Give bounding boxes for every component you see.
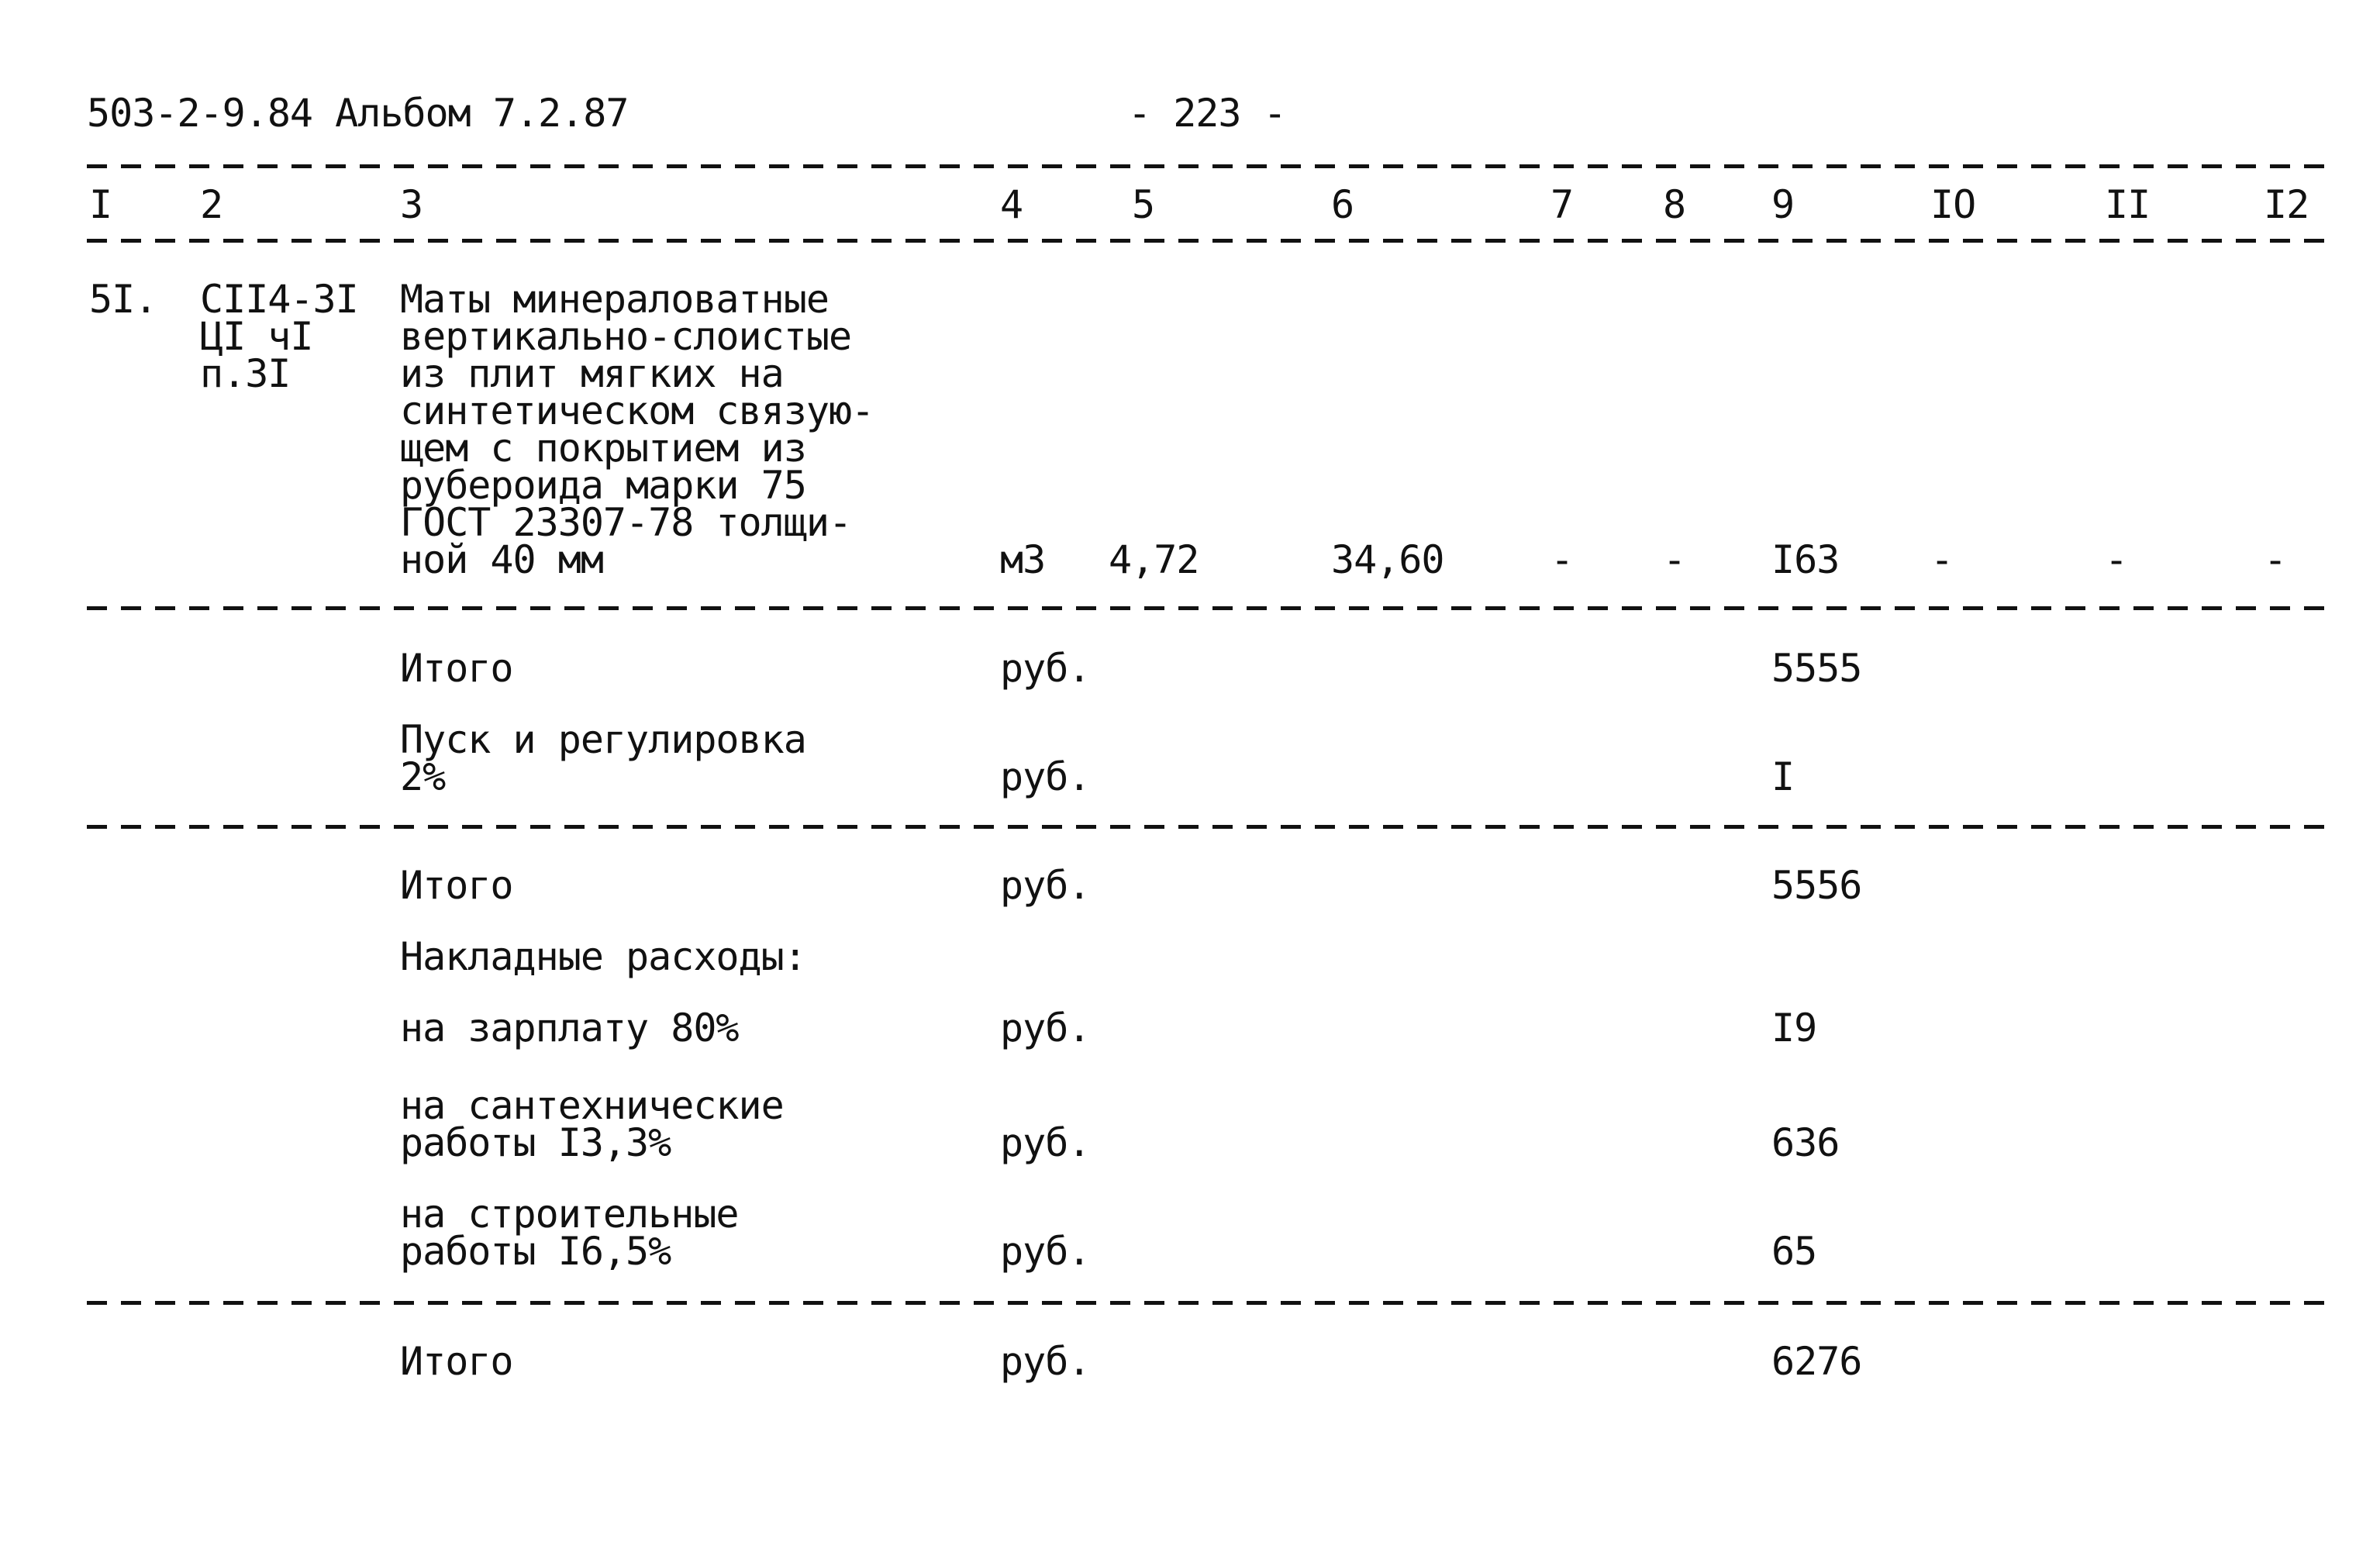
item-col7: -: [1550, 537, 1574, 582]
construction-value: 65: [1771, 1229, 1817, 1274]
overhead-title: Накладные расходы:: [400, 934, 806, 979]
description-line: Маты минераловатные: [400, 277, 829, 322]
plumbing-value: 636: [1771, 1120, 1840, 1165]
plumbing-label: [400, 1083, 784, 1165]
item-description: [400, 277, 874, 582]
description-line: ной 40 мм: [400, 537, 603, 582]
itogo-unit: руб.: [1000, 646, 1091, 691]
construction-label: [400, 1192, 739, 1274]
itogo-label: Итого: [400, 863, 513, 908]
itogo-label: Итого: [400, 646, 513, 691]
salary-value: I9: [1771, 1006, 1817, 1051]
column-header-8: 8: [1663, 182, 1686, 227]
item-col6: 34,60: [1331, 537, 1444, 582]
itogo-value: 5555: [1771, 646, 1862, 691]
pusk-rule: [87, 825, 2335, 829]
plumbing-unit: руб.: [1000, 1120, 1091, 1165]
description-line: вертикально-слоистые: [400, 314, 852, 359]
column-header-1: I: [89, 182, 112, 227]
header-bottom-rule: [87, 239, 2335, 243]
itogo-unit: руб.: [1000, 863, 1091, 908]
header-top-rule: [87, 164, 2335, 168]
item-code: [200, 277, 358, 396]
pusk-label-line: Пуск и регулировка: [400, 717, 806, 762]
plumbing-label-line: работы I3,3%: [400, 1120, 671, 1165]
column-header-7: 7: [1550, 182, 1574, 227]
itogo-value: 6276: [1771, 1339, 1862, 1384]
pusk-unit: руб.: [1000, 754, 1091, 799]
page-number: - 223 -: [1128, 91, 1286, 136]
salary-label: на зарплату 80%: [400, 1006, 739, 1051]
column-header-3: 3: [400, 182, 423, 227]
column-header-11: II: [2105, 182, 2151, 227]
description-line: синтетическом связую-: [400, 388, 874, 433]
item-code-line: CII4-3I: [200, 277, 358, 322]
document-code: 503-2-9.84 Альбом 7.2.87: [87, 91, 629, 136]
item-code-line: ЦI чI: [200, 314, 313, 359]
pusk-label: [400, 717, 806, 799]
column-header-4: 4: [1000, 182, 1023, 227]
pusk-label-line: 2%: [400, 754, 446, 799]
item-rule: [87, 606, 2335, 610]
column-header-5: 5: [1132, 182, 1155, 227]
item-col5: 4,72: [1109, 537, 1199, 582]
column-header-2: 2: [200, 182, 223, 227]
item-col10: -: [1930, 537, 1954, 582]
salary-unit: руб.: [1000, 1006, 1091, 1051]
description-line: рубероида марки 75: [400, 463, 806, 508]
itogo-value: 5556: [1771, 863, 1862, 908]
overhead-rule: [87, 1301, 2335, 1305]
construction-label-line: работы I6,5%: [400, 1229, 671, 1274]
construction-unit: руб.: [1000, 1229, 1091, 1274]
description-line: из плит мягких на: [400, 351, 784, 396]
description-line: щем с покрытием из: [400, 426, 806, 471]
column-header-9: 9: [1771, 182, 1795, 227]
description-line: ГОСТ 23307-78 толщи-: [400, 500, 852, 545]
pusk-value: I: [1771, 754, 1795, 799]
item-number: 5I.: [89, 277, 157, 322]
item-code-line: п.3I: [200, 351, 291, 396]
item-col12: -: [2264, 537, 2287, 582]
itogo-label: Итого: [400, 1339, 513, 1384]
plumbing-label-line: на сантехнические: [400, 1083, 784, 1128]
item-col11: -: [2105, 537, 2128, 582]
item-col9: I63: [1771, 537, 1840, 582]
construction-label-line: на строительные: [400, 1192, 739, 1237]
itogo-unit: руб.: [1000, 1339, 1091, 1384]
item-unit: м3: [1000, 537, 1046, 582]
column-header-6: 6: [1331, 182, 1354, 227]
column-header-12: I2: [2264, 182, 2309, 227]
item-col8: -: [1663, 537, 1686, 582]
column-header-10: IO: [1930, 182, 1976, 227]
